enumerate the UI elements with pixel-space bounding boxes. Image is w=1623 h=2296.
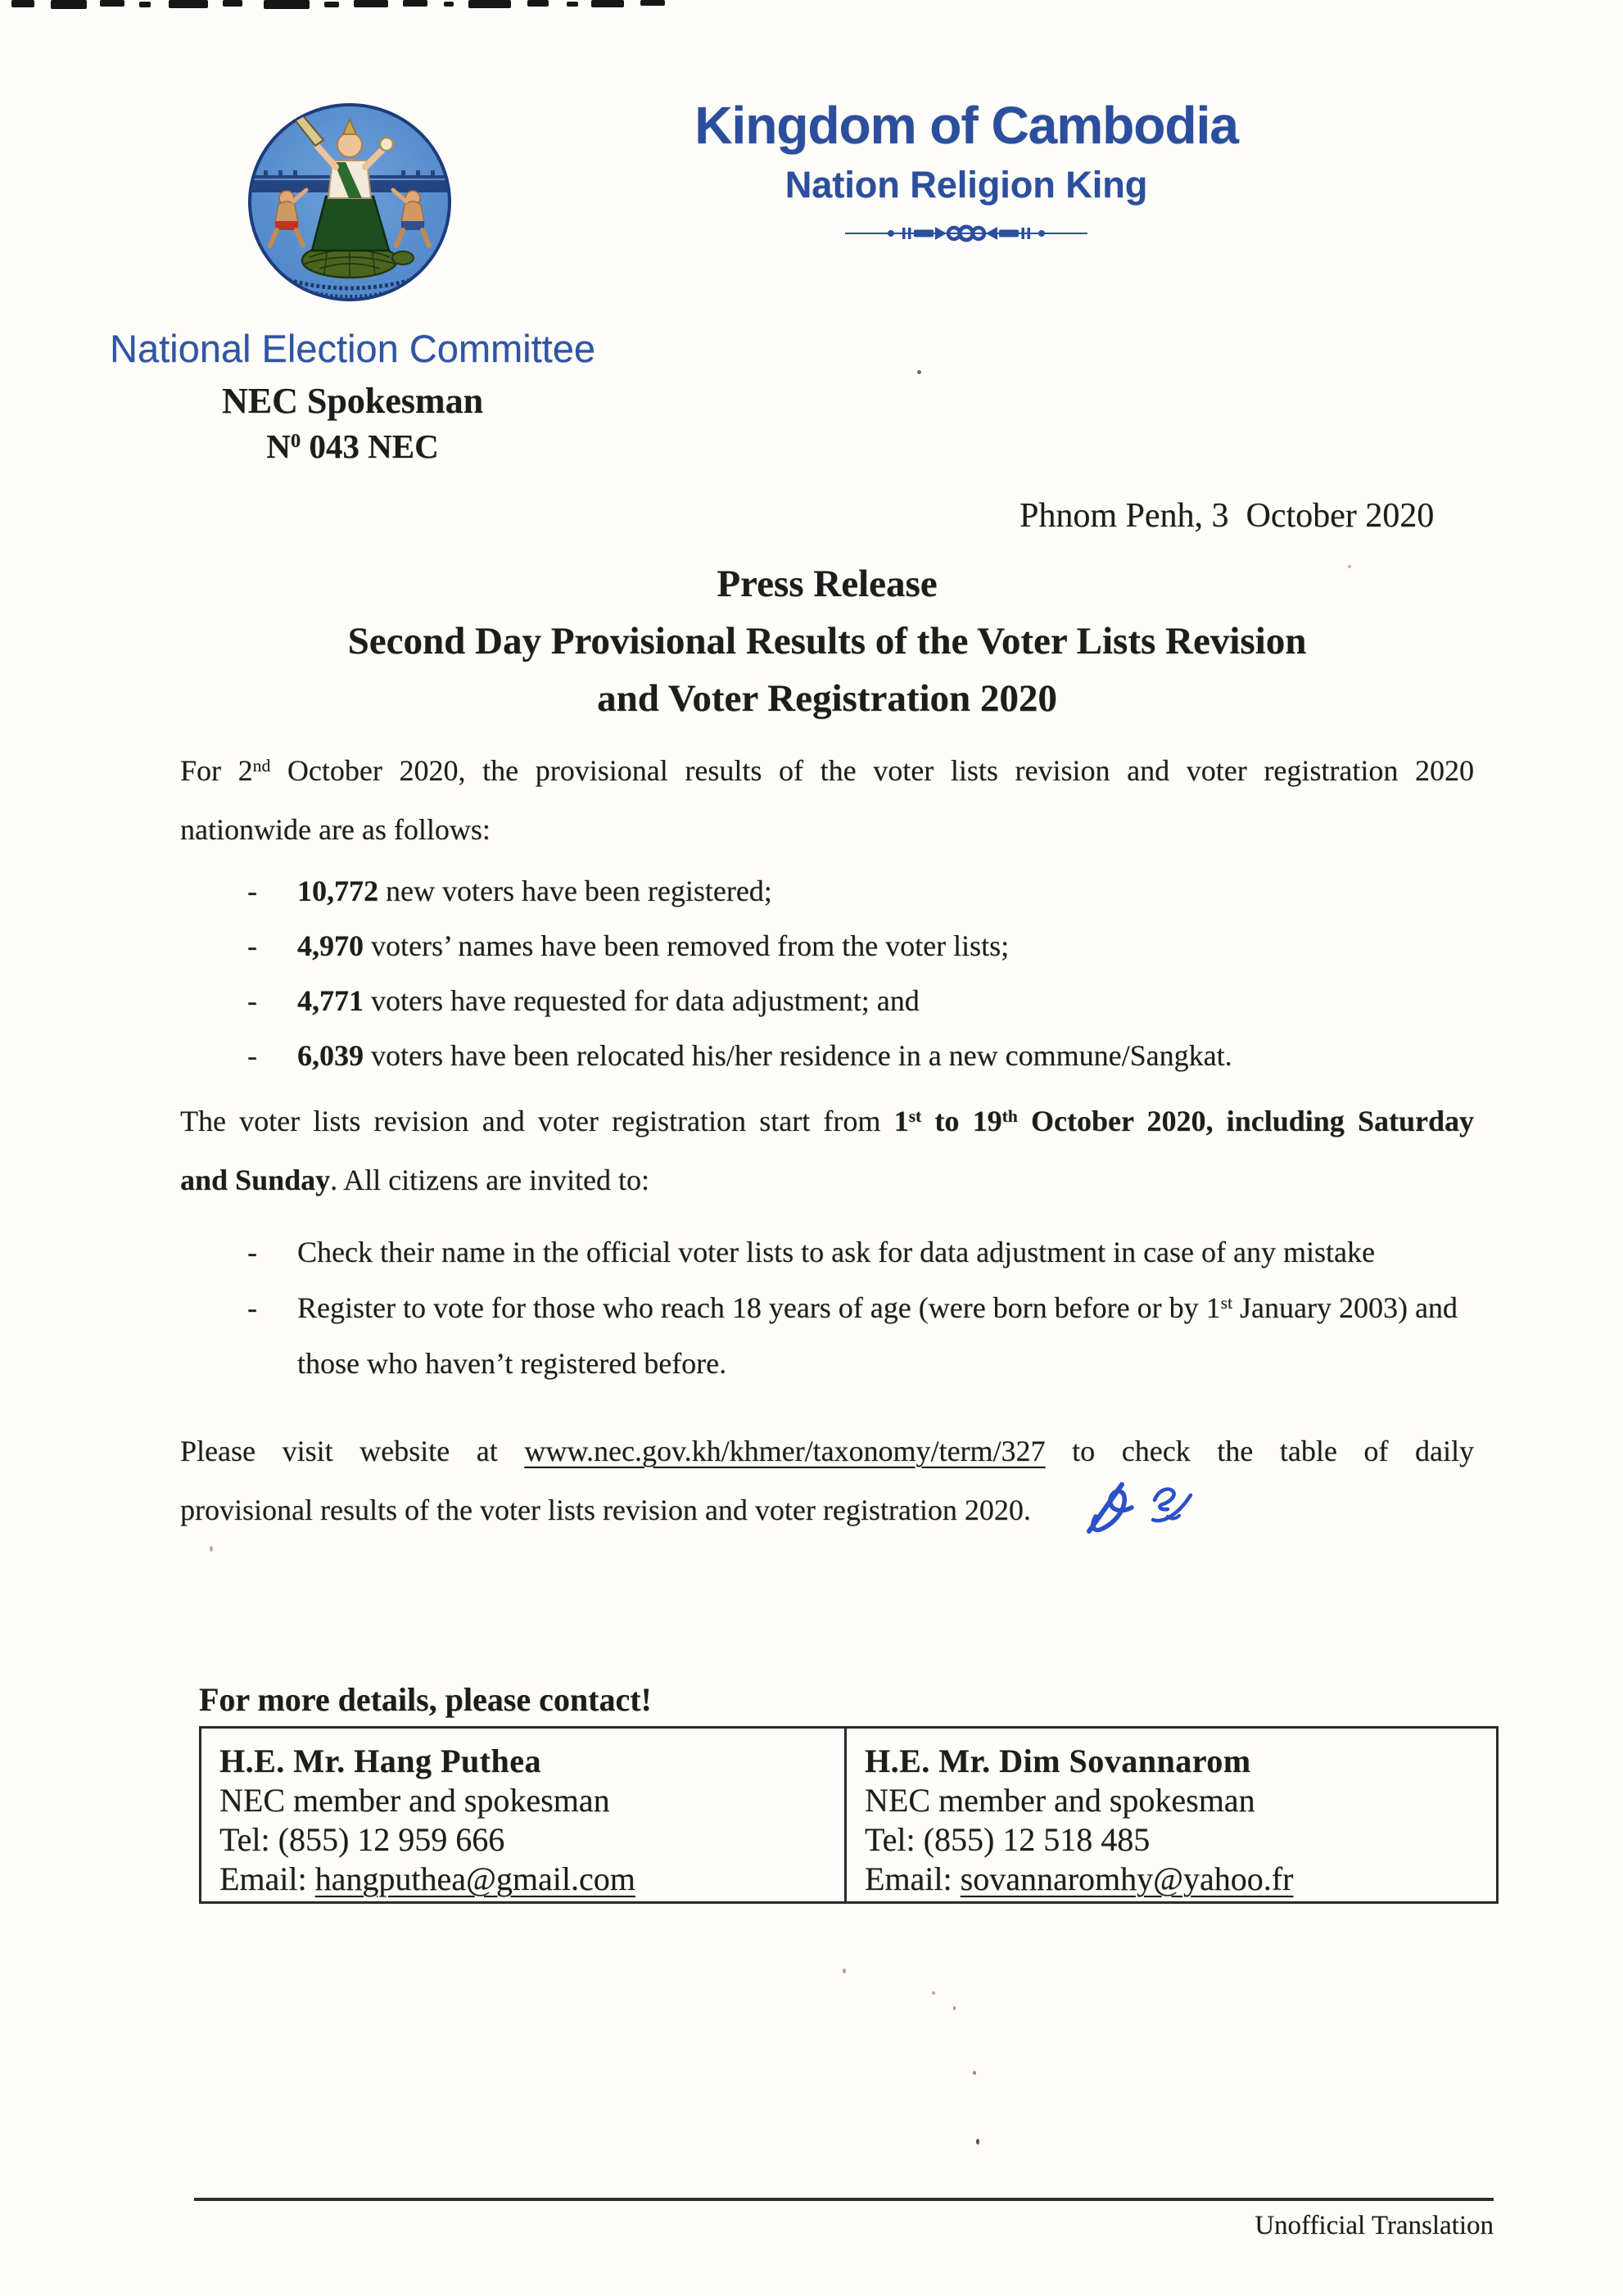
contact-card [201,1729,847,1901]
list-item [180,1232,1474,1272]
website-link[interactable]: www.nec.gov.kh/khmer/taxonomy/term/327 [524,1435,1046,1467]
signature-scribble-icon [1083,1477,1205,1539]
result-count: 4,771 [297,984,364,1017]
p2-bold-dates [894,1105,1474,1137]
nec-logo-emblem-icon [246,102,454,303]
email-link[interactable]: sovannaromhy@yahoo.fr [960,1860,1294,1897]
bullet-dash: - [247,984,257,1017]
kingdom-header [557,95,1376,246]
p1-superscript: nd [252,755,271,775]
list-item [180,870,1474,911]
results-list [180,870,1474,1090]
paragraph-intro [180,741,1474,859]
invitation-list [180,1232,1474,1391]
contact-heading: For more details, please contact! [199,1681,652,1718]
motto-line: Nation Religion King [784,164,1148,206]
contact-email-line [219,1860,830,1899]
bullet-dash: - [247,929,257,962]
contact-tel: Tel: (855) 12 518 485 [865,1821,1151,1858]
contact-table [199,1726,1499,1904]
scan-speck [973,2071,976,2075]
nec-logo [246,102,454,303]
title-line-2: Second Day Provisional Results of the Voter Lists Revision [347,620,1307,662]
result-count: 6,039 [297,1039,364,1072]
invitation-text-cont: January 2003) [1232,1291,1408,1324]
org-name: National Election Committee [110,327,595,370]
paragraph-website-line-2: provisional results of the voter lists revision and voter registration 2020. [180,1494,1031,1526]
p2-bold-text: 1 [893,1105,909,1137]
list-item [180,1280,1474,1391]
p2-superscript: th [1001,1105,1018,1126]
result-count: 4,970 [297,929,364,962]
scan-speck [976,2139,979,2145]
p1-text-cont: October 2020, the provisional results of the voter lists revision and voter registration 2020 [270,754,1474,787]
list-item [180,980,1474,1021]
scan-speck [953,2006,956,2010]
bullet-dash: - [247,1236,257,1268]
list-item [180,1035,1474,1076]
dateline: Phnom Penh, 3 October 2020 [1019,497,1435,535]
p3-text-cont: to check the table of daily [1045,1435,1474,1467]
reference-number [97,424,608,468]
title-line-3: and Voter Registration 2020 [597,677,1057,720]
p3-text: Please visit website at [180,1435,525,1467]
paragraph-website-line-1 [180,1421,1474,1480]
p1-text: For 2 [180,754,253,787]
bullet-dash: - [247,875,257,907]
scan-speck [932,1991,935,1995]
scan-speck [210,1546,213,1552]
title-block [180,555,1474,727]
kingdom-title: Kingdom of Cambodia [694,96,1238,155]
footer-note: Unofficial Translation [1255,2211,1494,2240]
paragraph-intro-line-2: nationwide are as follows: [180,813,491,846]
paragraph-schedule [180,1092,1474,1209]
bullet-dash: - [247,1039,257,1072]
paragraph-website [180,1421,1474,1539]
p2-bold-text: to 19 [921,1105,1002,1137]
invitation-text-wrap: and those who haven’t registered before. [297,1291,1458,1380]
spokesman-line: NEC Spokesman [221,381,484,421]
paragraph-intro-line-1 [180,741,1474,800]
contact-name: H.E. Mr. Dim Sovannarom [865,1742,1251,1779]
bullet-dash: - [247,1291,257,1324]
contact-role: NEC member and spokesman [219,1782,610,1819]
invitation-text: Check their name in the official voter lists to ask for data adjustment in case of any mistake [297,1236,1375,1268]
email-label: Email: [865,1860,961,1897]
contact-email-line [865,1860,1481,1899]
invitation-text: Register to vote for those who reach 18 years of age (were born before or by 1 [297,1291,1221,1324]
p2-text: . All citizens are invited to: [330,1164,650,1196]
result-text: voters’ names have been removed from the voter lists; [364,929,1010,962]
p2-bold-text: and Sunday [180,1164,331,1196]
ornament-divider-icon [843,224,1089,242]
paragraph-schedule-line-1 [180,1092,1474,1150]
list-item [180,925,1474,966]
email-link[interactable]: hangputhea@gmail.com [314,1860,635,1897]
contact-name: H.E. Mr. Hang Puthea [219,1742,541,1779]
header-divider [557,224,1376,246]
title-press-release: Press Release [717,563,938,605]
email-label: Email: [219,1860,315,1897]
contact-role: NEC member and spokesman [865,1782,1255,1819]
p2-bold-text: October 2020, including Saturday [1017,1105,1474,1137]
footer-rule [194,2198,1494,2201]
ref-superscript: 0 [290,430,301,453]
invitation-superscript: st [1220,1292,1232,1313]
p2-text: The voter lists revision and voter registration start from [180,1105,894,1137]
p2-superscript: st [908,1105,922,1126]
result-count: 10,772 [297,875,378,907]
result-text: voters have been relocated his/her residence in a new commune/Sangkat. [364,1039,1232,1072]
result-text: voters have requested for data adjustment; and [364,984,920,1017]
nec-block [97,328,608,468]
scan-speck [843,1968,846,1973]
contact-tel: Tel: (855) 12 959 666 [219,1821,505,1858]
paragraph-schedule-line-2 [180,1150,1474,1209]
result-text: new voters have been registered; [378,875,772,907]
scan-speck [917,370,921,374]
ref-prefix: N [266,427,291,465]
signature-initials [1083,1477,1205,1539]
contact-card [847,1729,1496,1901]
ref-number: 043 NEC [301,427,439,465]
